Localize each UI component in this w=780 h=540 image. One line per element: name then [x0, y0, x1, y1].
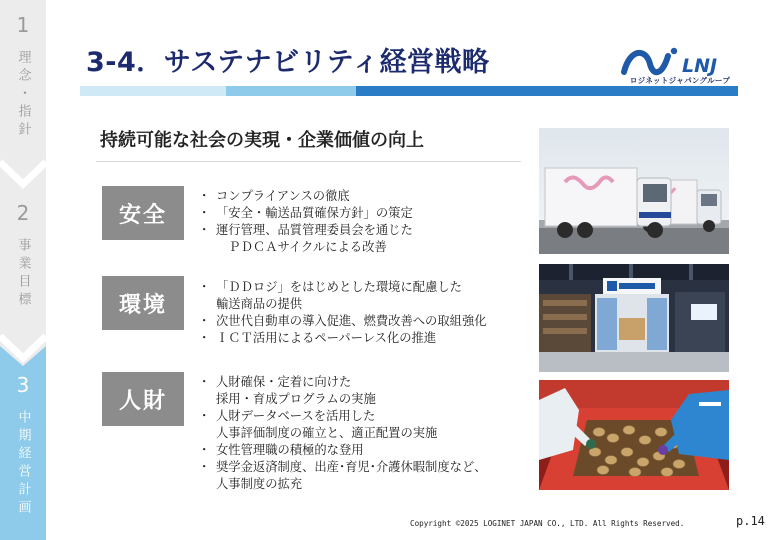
- list-item: ・ 次世代自動車の導入促進、燃費改善への取組強化: [200, 313, 530, 330]
- step-sidebar: [0, 0, 46, 540]
- step-number: 1: [16, 13, 30, 37]
- list-item: ・ 女性管理職の積極的な登用: [200, 442, 530, 459]
- category-environment: 環境: [102, 276, 184, 330]
- step-number: 2: [16, 201, 30, 225]
- safety-bullet-list: [200, 188, 530, 256]
- logo-dot-icon: [671, 48, 677, 54]
- step-label: 中期経営計画: [15, 410, 31, 518]
- subtitle-divider: [96, 161, 521, 162]
- environment-bullet-list: [200, 279, 530, 347]
- list-item: ・ 「ＤＤロジ」をはじめとした環境に配慮した 輸送商品の提供: [200, 279, 530, 313]
- trucks-photo: [539, 128, 729, 254]
- step-1[interactable]: [0, 14, 46, 140]
- category-safety: 安全: [102, 186, 184, 240]
- list-item: ・ 奨学金返済制度、出産･育児･介護休暇制度など、 人事制度の拡充: [200, 459, 530, 493]
- list-item: ・ コンプライアンスの徹底: [200, 188, 530, 205]
- step-3-active[interactable]: [0, 374, 46, 518]
- step-label: 理念・指針: [15, 50, 31, 140]
- page-title: 3-4．サステナビリティ経営戦略: [86, 47, 490, 78]
- step-label: 事業目標: [15, 238, 31, 310]
- list-item: ・ 「安全・輸送品質確保方針」の策定: [200, 205, 530, 222]
- page-number: p.14: [736, 514, 765, 528]
- list-item: ・ 人財データベースを活用した 人事評価制度の確立と、適正配置の実施: [200, 408, 530, 442]
- human-resources-bullet-list: [200, 374, 530, 493]
- chevron-divider-1: [0, 162, 46, 184]
- copyright-notice: Copyright ©2025 LOGINET JAPAN CO., LTD. All Rights Reserved.: [410, 519, 685, 528]
- step-2[interactable]: [0, 202, 46, 310]
- step-number: 3: [16, 373, 30, 397]
- header-bar-segment-light: [80, 86, 226, 96]
- logo-caption: ロジネットジャパングループ: [629, 76, 731, 85]
- trade-booth-photo: [539, 264, 729, 372]
- section-subtitle: 持続可能な社会の実現・企業価値の向上: [100, 130, 424, 151]
- category-human-resources: 人財: [102, 372, 184, 426]
- logo-wordmark: LNJ: [682, 55, 718, 77]
- header-bar-segment-dark: [356, 86, 738, 96]
- list-item: ・ 運行管理、品質管理委員会を通じた ＰＤＣＡサイクルによる改善: [200, 222, 530, 256]
- logo-swoosh-icon: [624, 53, 668, 72]
- list-item: ・ ＩＣＴ活用によるペーパーレス化の推進: [200, 330, 530, 347]
- potato-sorting-photo: [539, 380, 729, 490]
- list-item: ・ 人財確保・定着に向けた 採用・育成プログラムの実施: [200, 374, 530, 408]
- header-bar-segment-mid: [226, 86, 356, 96]
